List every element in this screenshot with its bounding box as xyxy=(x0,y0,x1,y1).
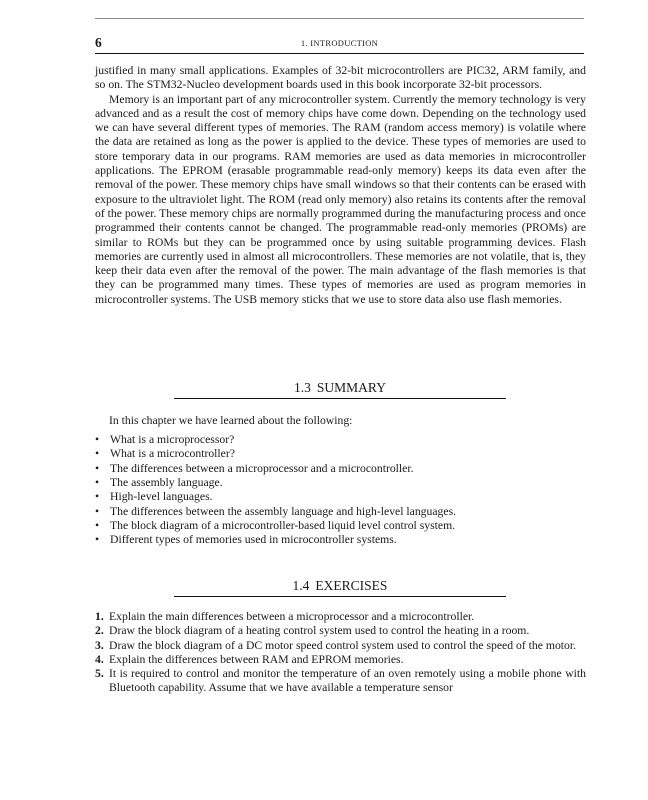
running-head: 1. INTRODUCTION xyxy=(300,38,379,48)
exercise-item: 5. It is required to control and monitor the temperature of an oven remotely using a mobile phone with Bluetooth capability. Assume that we have available a temperature sensor xyxy=(95,667,586,695)
exercise-number: 5. xyxy=(95,667,104,681)
page-header xyxy=(95,37,584,54)
exercises-heading xyxy=(174,578,506,597)
list-item: • The assembly language. xyxy=(95,476,223,490)
bullet-icon: • xyxy=(95,447,100,461)
bullet-icon: • xyxy=(95,533,100,547)
list-item: • The block diagram of a microcontroller-based liquid level control system. xyxy=(95,519,456,533)
bullet-icon: • xyxy=(95,476,100,490)
top-rule xyxy=(95,18,584,19)
summary-list xyxy=(95,433,586,548)
bullet-icon: • xyxy=(95,461,100,475)
exercise-number: 4. xyxy=(95,652,104,666)
exercise-number: 3. xyxy=(95,638,104,652)
exercise-item: 3. Draw the block diagram of a DC motor speed control system used to control the speed of the motor. xyxy=(95,638,577,652)
list-item: • The differences between the assembly language and high-level languages. xyxy=(95,504,457,518)
exercise-item: 2. Draw the block diagram of a heating control system used to control the heating in a room. xyxy=(95,624,530,638)
summary-heading xyxy=(174,380,506,399)
list-item: • Different types of memories used in microcontroller systems. xyxy=(95,533,397,547)
paragraph: justified in many small applications. Examples of 32-bit microcontrollers are PIC32, ARM family, and so on. The STM32-Nucleo development boards used in this book incorporate 32-bit processors. xyxy=(95,64,586,92)
paragraph: Memory is an important part of any microcontroller system. Currently the memory technology is very advanced and as a result the cost of memory chips have come down. Depending on the technology used we can have several different types of memories. The RAM (random access memory) is volatile where the data are retained as long as the power is applied to the device. These types of memories are used to store temporary data in our programs. RAM memories are used as data memories in microcontroller applications. The EPROM (erasable programmable read-only memory) keeps its data even after the removal of the power. These memory chips have small windows so that their contents can be erased with exposure to the ultraviolet light. The ROM (read only memory) also retains its contents after the removal of the power. These memory chips are normally programmed during the manufacturing process and once programmed their contents cannot be changed. The programmable read-only memories (PROMs) are similar to ROMs but they can be programmed once by using suitable programming devices. Flash memories are currently used in almost all microcontrollers. These memories are not volatile, that is, they keep their data even after the removal of the power. The main advantage of the flash memories is that they can be programmed many times. These types of memories are used as program memories in microcontroller systems. The USB memory sticks that we use to store data also use flash memories. xyxy=(95,92,586,306)
exercise-number: 1. xyxy=(95,610,104,623)
body-text xyxy=(95,64,586,307)
section-title: EXERCISES xyxy=(315,578,388,593)
exercise-item: 4. Explain the differences between RAM and EPROM memories. xyxy=(95,652,404,666)
list-item: • What is a microprocessor? xyxy=(95,433,235,446)
bullet-icon: • xyxy=(95,504,100,518)
list-item: • What is a microcontroller? xyxy=(95,447,235,461)
exercise-item: 1. Explain the main differences between a microprocessor and a microcontroller. xyxy=(95,610,475,623)
bullet-icon: • xyxy=(95,490,100,504)
exercise-list xyxy=(95,610,586,696)
list-item: • High-level languages. xyxy=(95,490,213,504)
section-number: 1.3 xyxy=(294,380,311,395)
bullet-icon: • xyxy=(95,433,100,446)
bullet-icon: • xyxy=(95,519,100,533)
section-title: SUMMARY xyxy=(316,380,386,395)
list-item: • The differences between a microprocessor and a microcontroller. xyxy=(95,461,414,475)
exercise-number: 2. xyxy=(95,624,104,638)
page-number: 6 xyxy=(95,35,102,50)
summary-intro: In this chapter we have learned about the following: xyxy=(109,414,353,427)
section-number: 1.4 xyxy=(292,578,310,593)
